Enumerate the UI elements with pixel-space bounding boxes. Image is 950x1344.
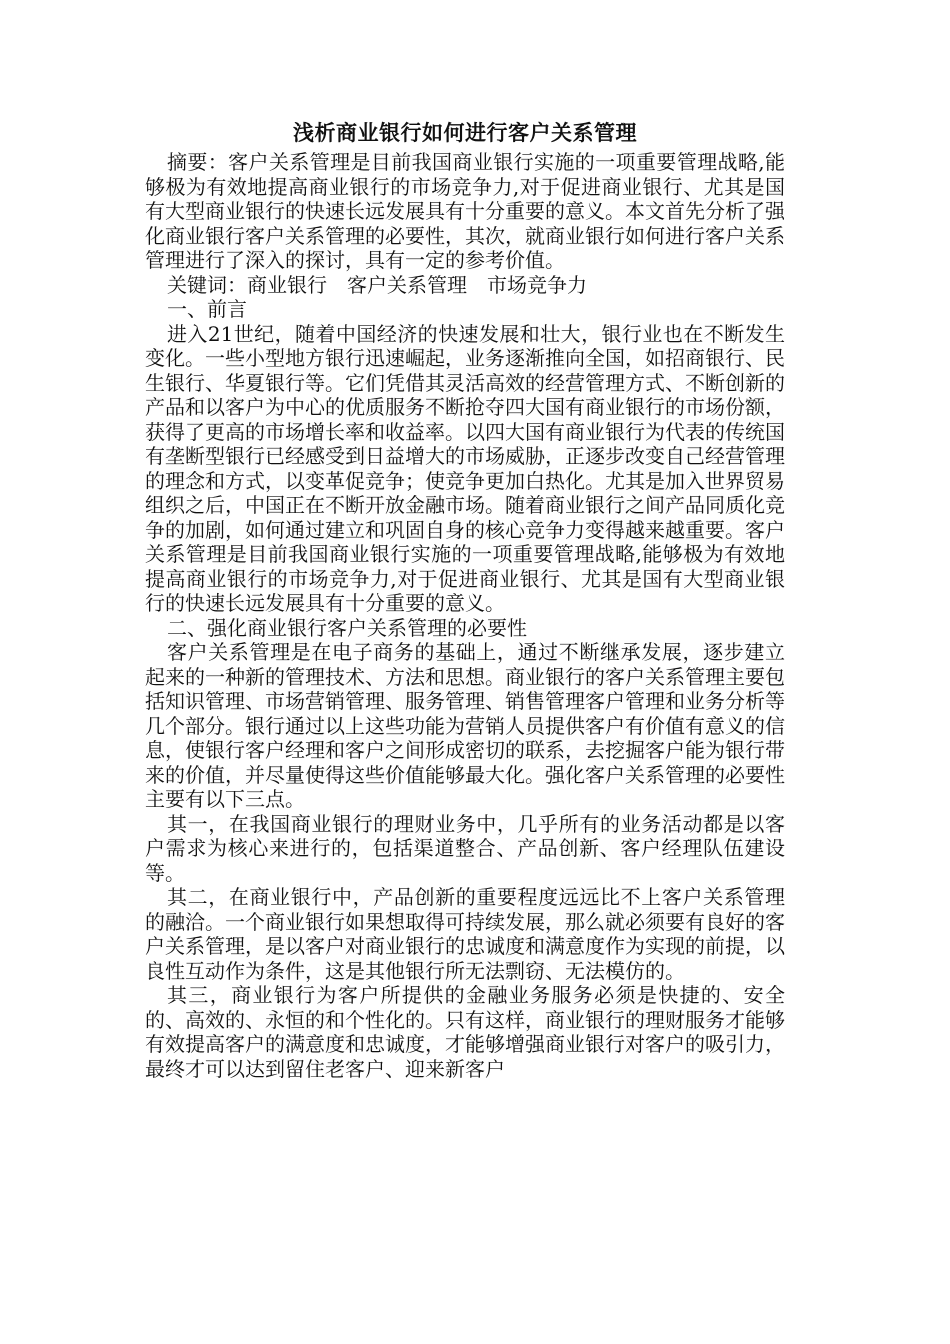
section-heading-necessity: 二、强化商业银行客户关系管理的必要性: [167, 615, 527, 640]
document-page: [145, 118, 785, 1081]
necessity-point-3: 其三，商业银行为客户所提供的金融业务服务必须是快捷的、安全的、高效的、永恒的和个性化的。只有这样，商业银行的理财服务才能够有效提高客户的满意度和忠诚度，才能够增强商业银行对客户的吸引力，最终才可以达到留住老客户、迎来新客户: [145, 983, 785, 1081]
section-heading-preface: 一、前言: [167, 297, 247, 321]
keywords-line: 关键词：商业银行 客户关系管理 市场竞争力: [167, 272, 587, 297]
abstract-paragraph: 摘要：客户关系管理是目前我国商业银行实施的一项重要管理战略,能够极为有效地提高商业银行的市场竞争力,对于促进商业银行、尤其是国有大型商业银行的快速长远发展具有十分重要的意义。本文首先分析了强化商业银行客户关系管理的必要性，其次，就商业银行如何进行客户关系管理进行了深入的探讨，具有一定的参考价值。: [145, 150, 785, 272]
necessity-point-2: 其二，在商业银行中，产品创新的重要程度远远比不上客户关系管理的融洽。一个商业银行如果想取得可持续发展，那么就必须要有良好的客户关系管理，是以客户对商业银行的忠诚度和满意度作为实现的前提，以良性互动作为条件，这是其他银行所无法剽窃、无法模仿的。: [145, 885, 785, 983]
document-title: 浅析商业银行如何进行客户关系管理: [293, 121, 637, 145]
necessity-point-1: 其一，在我国商业银行的理财业务中，几乎所有的业务活动都是以客户需求为核心来进行的，包括渠道整合、产品创新、客户经理队伍建设等。: [145, 811, 785, 885]
necessity-paragraph-intro: 客户关系管理是在电子商务的基础上，通过不断继承发展，逐步建立起来的一种新的管理技术、方法和思想。商业银行的客户关系管理主要包括知识管理、市场营销管理、服务管理、销售管理客户管理和业务分析等几个部分。银行通过以上这些功能为营销人员提供客户有价值有意义的信息，使银行客户经理和客户之间形成密切的联系，去挖掘客户能为银行带来的价值，并尽量使得这些价值能够最大化。强化客户关系管理的必要性主要有以下三点。: [145, 640, 785, 811]
preface-paragraph: 进入21世纪，随着中国经济的快速发展和壮大，银行业也在不断发生变化。一些小型地方银行迅速崛起，业务逐渐推向全国，如招商银行、民生银行、华夏银行等。它们凭借其灵活高效的经营管理方式、不断创新的产品和以客户为中心的优质服务不断抢夺四大国有商业银行的市场份额，获得了更高的市场增长率和收益率。以四大国有商业银行为代表的传统国有垄断型银行已经感受到日益增大的市场威胁，正逐步改变自己经营管理的理念和方式，以变革促竞争；使竞争更加白热化。尤其是加入世界贸易组织之后，中国正在不断开放金融市场。随着商业银行之间产品同质化竞争的加剧，如何通过建立和巩固自身的核心竞争力变得越来越重要。客户关系管理是目前我国商业银行实施的一项重要管理战略,能够极为有效地提高商业银行的市场竞争力,对于促进商业银行、尤其是国有大型商业银行的快速长远发展具有十分重要的意义。: [145, 321, 785, 615]
